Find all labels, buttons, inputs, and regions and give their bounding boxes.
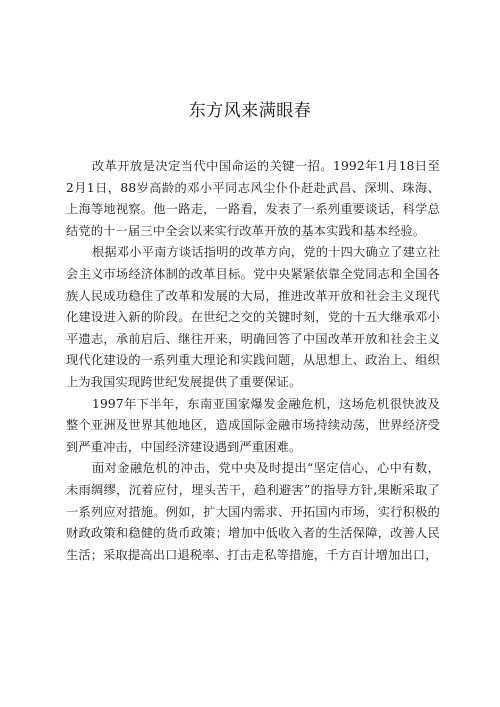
paragraph-2: 根据邓小平南方谈话指明的改革方向，党的十四大确立了建立社会主义市场经济体制的改革目标。党中央紧紧依靠全党同志和全国各族人民成功稳住了改革和发展的大局，推进改革开放和社会主义现代化建设进入新的阶段。在世纪之交的关键时刻，党的十五大继承邓小平遗志，承前启后、继往开来，明确回答了中国改革开放和社会主义现代化建设的一系列重大理论和实践问题，从思想上、政治上、组织上为我国实现跨世纪发展提供了重要保证。 (66, 245, 440, 389)
paragraph-3: 1997年下半年，东南亚国家爆发金融危机，这场危机很快波及整个亚洲及世界其他地区，造成国际金融市场持续动荡，世界经济受到严重冲击，中国经济建设遇到严重困难。 (66, 396, 440, 454)
document-title: 东方风来满眼春 (188, 101, 312, 121)
paragraph-1: 改革开放是决定当代中国命运的关键一招。1992年1月18日至2月1日，88岁高龄的邓小平同志风尘仆仆赶赴武昌、深圳、珠海、上海等地视察。他一路走，一路看，发表了一系列重要谈话，科学总结党的十一届三中全会以来实行改革开放的基本实践和基本经验。 (66, 159, 440, 238)
document-body (66, 156, 440, 566)
paragraph-4: 面对金融危机的冲击，党中央及时提出“坚定信心，心中有数，未雨绸缪，沉着应付，埋头苦干，趋利避害”的指导方针,果断采取了一系列应对措施。例如，扩大国内需求、开拓国内市场，实行积极的财政政策和稳健的货币政策；增加中低收入者的生活保障，改善人民生活；采取提高出口退税率、打击走私等措施，千方百计增加出口， (66, 461, 440, 562)
